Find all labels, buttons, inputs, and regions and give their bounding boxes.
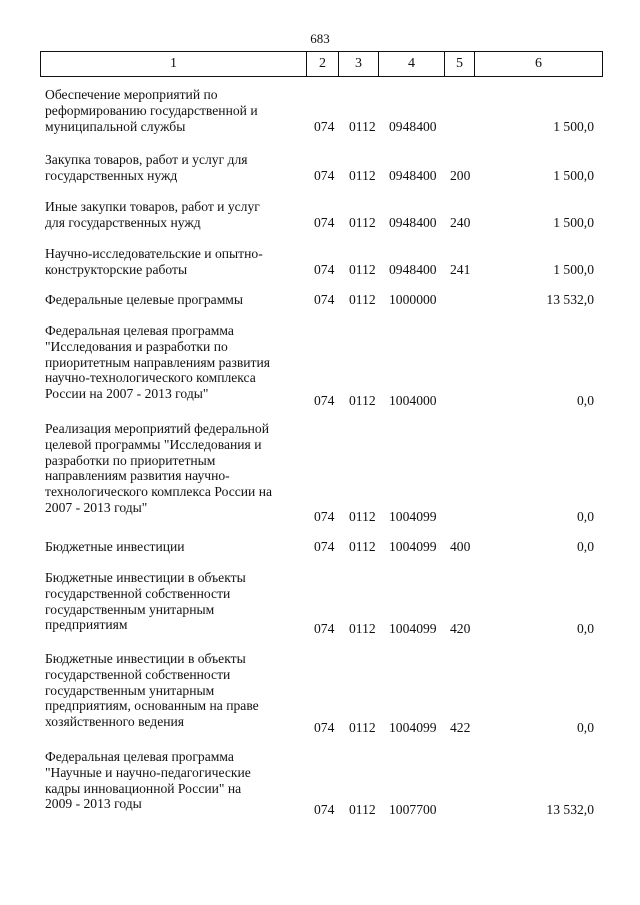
- row-ved: 074: [314, 215, 335, 230]
- header-col-1: 1: [41, 52, 307, 76]
- row-vr: 240: [450, 215, 471, 230]
- row-name: Бюджетные инвестиции в объекты государственной собственности государственным унитарным предприятиям, основанным на праве хозяйственного ведения: [45, 651, 259, 730]
- row-sum: 1 500,0: [553, 119, 594, 134]
- row-ved: 074: [314, 262, 335, 277]
- row-ved: 074: [314, 802, 335, 817]
- header-col-4: 4: [379, 52, 445, 76]
- row-name: Закупка товаров, работ и услуг для государственных нужд: [45, 152, 248, 183]
- row-name: Научно-исследовательские и опытно- конструкторские работы: [45, 246, 263, 277]
- row-razdel: 0112: [349, 262, 376, 277]
- table-header: [40, 51, 603, 77]
- row-sum: 1 500,0: [553, 215, 594, 230]
- row-ved: 074: [314, 621, 335, 636]
- row-csr: 1004099: [389, 621, 437, 636]
- row-name: Бюджетные инвестиции: [45, 539, 185, 554]
- header-col-6: 6: [535, 56, 542, 71]
- row-sum: 1 500,0: [553, 262, 594, 277]
- row-razdel: 0112: [349, 802, 376, 817]
- row-razdel: 0112: [349, 215, 376, 230]
- row-sum: 13 532,0: [546, 802, 594, 817]
- row-sum: 13 532,0: [546, 292, 594, 307]
- row-ved: 074: [314, 720, 335, 735]
- row-razdel: 0112: [349, 292, 376, 307]
- row-sum: 0,0: [577, 509, 594, 524]
- row-sum: 1 500,0: [553, 168, 594, 183]
- row-csr: 1004099: [389, 539, 437, 554]
- row-name: Федеральная целевая программа "Научные и научно-педагогические кадры инновационной России" на 2009 - 2013 годы: [45, 749, 251, 812]
- row-csr: 1004000: [389, 393, 437, 408]
- header-col-5: 5: [445, 52, 475, 76]
- row-csr: 1004099: [389, 720, 437, 735]
- row-vr: 422: [450, 720, 471, 735]
- row-csr: 1000000: [389, 292, 437, 307]
- row-sum: 0,0: [577, 720, 594, 735]
- row-csr: 1007700: [389, 802, 437, 817]
- row-name: Бюджетные инвестиции в объекты государственной собственности государственным унитарным предприятиям: [45, 570, 246, 633]
- row-ved: 074: [314, 509, 335, 524]
- row-csr: 0948400: [389, 119, 437, 134]
- row-vr: 241: [450, 262, 471, 277]
- row-name: Федеральная целевая программа "Исследования и разработки по приоритетным направлениям развития научно-технологического комплекса России на 2007 - 2013 годы": [45, 323, 270, 402]
- row-sum: 0,0: [577, 539, 594, 554]
- row-name: Реализация мероприятий федеральной целевой программы "Исследования и разработки по приоритетным направлениям развития научно- технологического комплекса России на 2007 - 2013 годы": [45, 421, 273, 515]
- row-razdel: 0112: [349, 393, 376, 408]
- row-ved: 074: [314, 168, 335, 183]
- row-ved: 074: [314, 539, 335, 554]
- page-number: 683: [310, 31, 330, 46]
- row-sum: 0,0: [577, 393, 594, 408]
- row-ved: 074: [314, 393, 335, 408]
- row-name: Иные закупки товаров, работ и услуг для государственных нужд: [45, 199, 260, 230]
- row-ved: 074: [314, 292, 335, 307]
- row-ved: 074: [314, 119, 335, 134]
- row-razdel: 0112: [349, 168, 376, 183]
- row-name: Обеспечение мероприятий по реформированию государственной и муниципальной службы: [45, 87, 258, 134]
- row-razdel: 0112: [349, 119, 376, 134]
- row-csr: 0948400: [389, 215, 437, 230]
- header-col-2: 2: [307, 52, 339, 76]
- row-csr: 0948400: [389, 168, 437, 183]
- row-vr: 420: [450, 621, 471, 636]
- row-razdel: 0112: [349, 509, 376, 524]
- row-csr: 1004099: [389, 509, 437, 524]
- row-razdel: 0112: [349, 621, 376, 636]
- row-name: Федеральные целевые программы: [45, 292, 244, 307]
- row-razdel: 0112: [349, 720, 376, 735]
- header-col-3: 3: [339, 52, 379, 76]
- row-vr: 400: [450, 539, 471, 554]
- row-sum: 0,0: [577, 621, 594, 636]
- row-vr: 200: [450, 168, 471, 183]
- row-csr: 0948400: [389, 262, 437, 277]
- row-razdel: 0112: [349, 539, 376, 554]
